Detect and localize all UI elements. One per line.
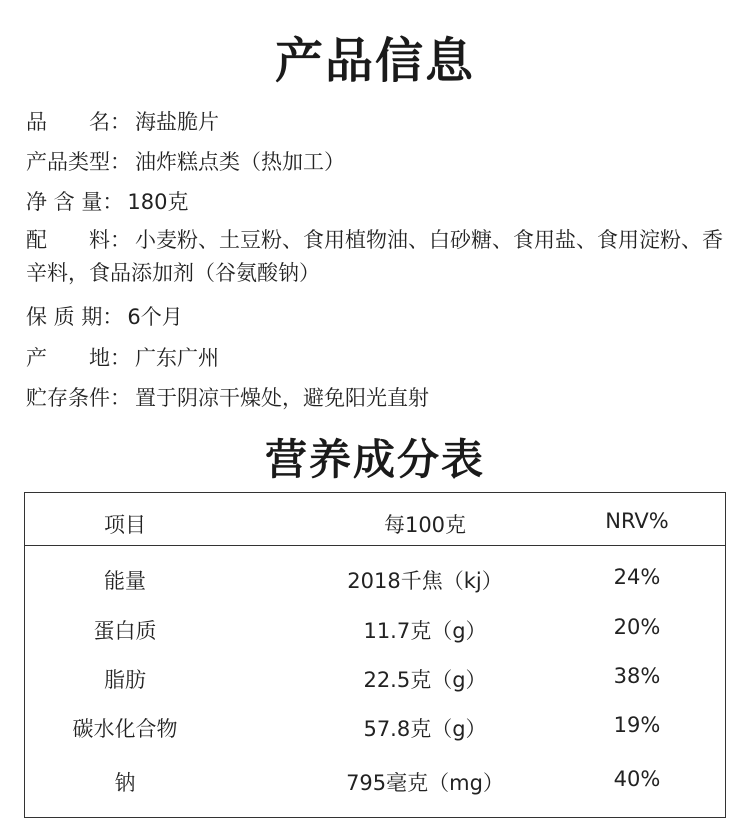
info-value: 180克 — [127, 190, 189, 214]
info-value: 广东广州 — [135, 346, 219, 370]
info-label: 保 质 期 — [26, 305, 103, 329]
info-separator: ： — [110, 110, 131, 134]
info-value: 置于阴凉干燥处，避免阳光直射 — [135, 386, 429, 410]
info-row-ingredients — [26, 224, 726, 290]
row-energy-value: 2018千焦（kj） — [347, 569, 503, 593]
info-label: 配 料 — [26, 228, 110, 252]
nutrition-title: 营养成分表 — [264, 435, 485, 484]
info-row-net-weight — [26, 186, 188, 219]
info-value: 小麦粉、土豆粉、食用植物油、白砂糖、食用盐、食用淀粉、香辛料，食品添加剂（谷氨酸钠） — [26, 228, 723, 285]
row-carbs-nrv: 19% — [613, 713, 661, 737]
info-row-shelf-life — [26, 301, 183, 334]
info-label: 贮存条件 — [26, 386, 110, 410]
info-separator: ： — [110, 228, 131, 252]
row-protein-value: 11.7克（g） — [363, 619, 487, 643]
row-fat-value: 22.5克（g） — [363, 668, 487, 692]
row-energy-nrv: 24% — [613, 565, 661, 589]
nutrition-table — [24, 492, 726, 818]
info-separator: ： — [102, 190, 124, 214]
info-row-storage — [26, 382, 429, 415]
row-fat-item: 脂肪 — [104, 668, 146, 692]
header-item: 项目 — [104, 513, 146, 537]
info-row-name — [26, 106, 219, 139]
info-row-origin — [26, 342, 219, 375]
product-info-title: 产品信息 — [274, 33, 475, 89]
row-carbs-item: 碳水化合物 — [72, 717, 178, 741]
info-row-type — [26, 146, 345, 179]
header-divider — [25, 545, 725, 546]
info-label: 产 地 — [26, 346, 110, 370]
info-separator: ： — [110, 150, 131, 174]
info-label: 品 名 — [26, 110, 110, 134]
row-carbs-value: 57.8克（g） — [363, 717, 487, 741]
row-protein-nrv: 20% — [613, 615, 661, 639]
row-protein-item: 蛋白质 — [93, 619, 157, 643]
info-separator: ： — [110, 386, 131, 410]
info-value: 海盐脆片 — [135, 110, 219, 134]
row-energy-item: 能量 — [104, 569, 146, 593]
header-per-100g: 每100克 — [383, 513, 467, 537]
row-sodium-nrv: 40% — [613, 767, 661, 791]
info-label: 净 含 量 — [26, 190, 103, 214]
row-fat-nrv: 38% — [613, 664, 661, 688]
row-sodium-value: 795毫克（mg） — [346, 771, 504, 795]
info-separator: ： — [110, 346, 131, 370]
info-value: 6个月 — [127, 305, 183, 329]
row-sodium-item: 钠 — [114, 771, 136, 795]
info-value: 油炸糕点类（热加工） — [135, 150, 345, 174]
info-label: 产品类型 — [26, 150, 110, 174]
info-separator: ： — [102, 305, 124, 329]
header-nrv: NRV% — [605, 509, 669, 533]
